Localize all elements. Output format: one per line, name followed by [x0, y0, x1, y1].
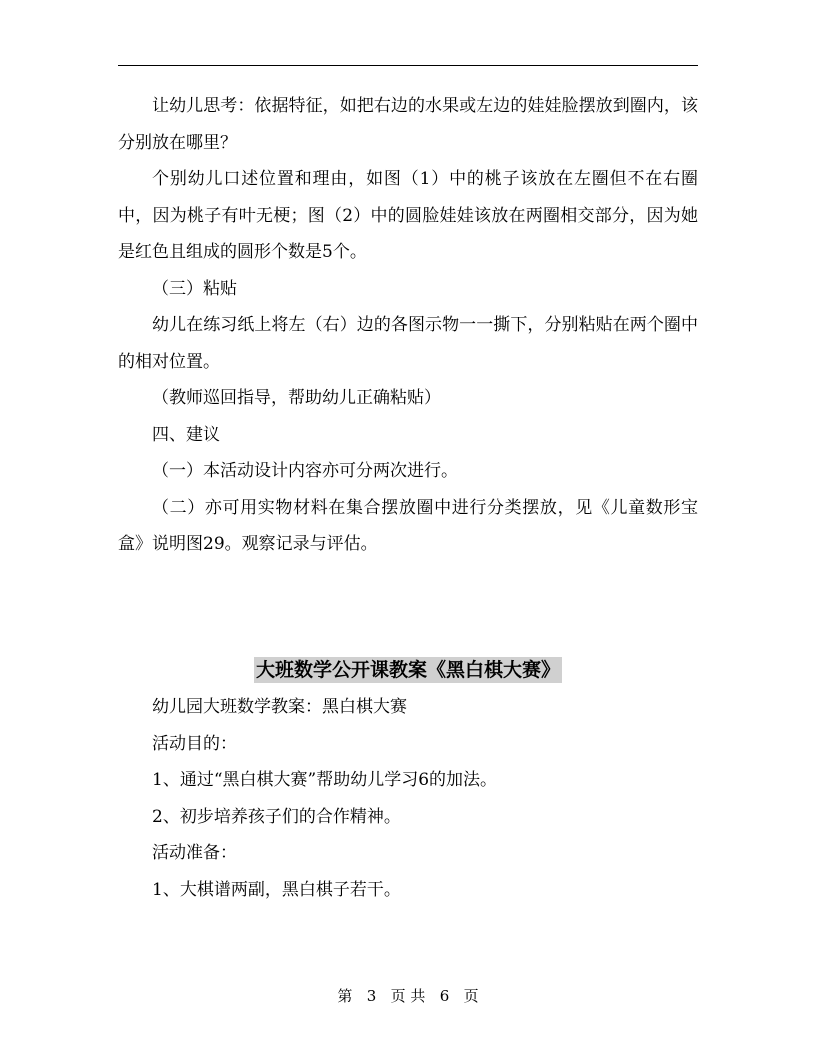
footer-total-pages: 6: [439, 987, 450, 1005]
subheading: 活动准备：: [152, 843, 237, 863]
paragraph: （二）亦可用实物材料在集合摆放圈中进行分类摆放，见《儿童数形宝盒》说明图29。观察记录与评估。: [118, 497, 698, 554]
subheading: （三）粘贴: [152, 278, 237, 299]
document-body: [118, 88, 698, 908]
paragraph: （教师巡回指导，帮助幼儿正确粘贴）: [152, 388, 441, 408]
footer-middle: 页 共: [390, 987, 426, 1005]
subheading: 四、建议: [152, 424, 220, 445]
list-item: 1、大棋谱两副，黑白棋子若干。: [152, 879, 401, 900]
header-rule: [118, 65, 698, 66]
footer-suffix: 页: [463, 987, 479, 1005]
page-footer: [0, 985, 816, 1006]
list-item: 2、初步培养孩子们的合作精神。: [152, 806, 401, 827]
section-spacer: [118, 563, 698, 653]
subheading: 活动目的：: [152, 733, 237, 754]
paragraph: 幼儿在练习纸上将左（右）边的各图示物一一撕下，分别粘贴在两个圈中的相对位置。: [118, 315, 698, 372]
section-title: 大班数学公开课教案《黑白棋大赛》: [255, 658, 560, 681]
footer-prefix: 第: [337, 987, 353, 1005]
list-item: 1、通过“黑白棋大赛”帮助幼儿学习6的加法。: [152, 770, 498, 790]
paragraph: 幼儿园大班数学教案：黑白棋大赛: [152, 697, 407, 717]
section-title-wrap: [118, 653, 698, 690]
paragraph: 个别幼儿口述位置和理由，如图（1）中的桃子该放在左圈但不在右圈中，因为桃子有叶无梗；图（2）中的圆脸娃娃该放在两圈相交部分，因为她是红色且组成的圆形个数是5个。: [118, 169, 698, 262]
paragraph: 让幼儿思考：依据特征，如把右边的水果或左边的娃娃脸摆放到圈内，该分别放在哪里？: [118, 96, 698, 153]
footer-current-page: 3: [366, 987, 377, 1005]
paragraph: （一）本活动设计内容亦可分两次进行。: [152, 461, 458, 481]
